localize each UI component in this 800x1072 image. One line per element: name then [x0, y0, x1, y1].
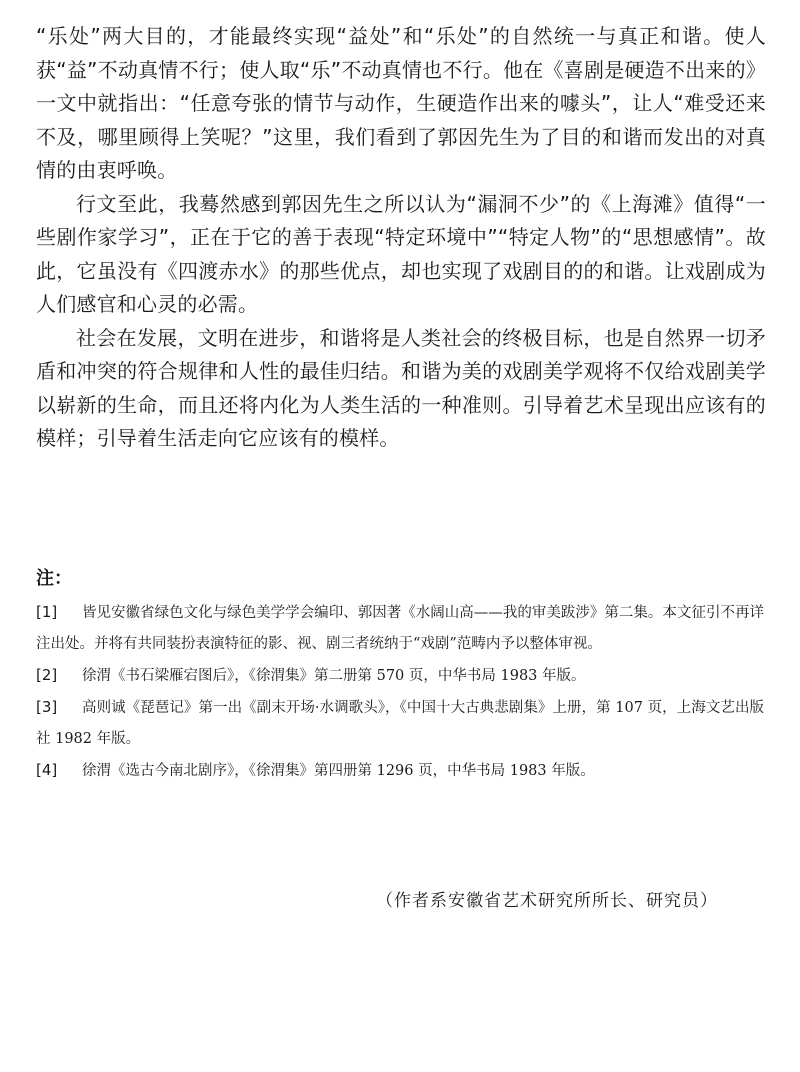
- notes-heading: 注：: [36, 568, 72, 589]
- note-1-mark: [1]: [36, 603, 58, 621]
- author-note: （作者系安徽省艺术研究所所长、研究员）: [376, 891, 718, 911]
- note-2: [36, 660, 764, 692]
- note-3-mark: [3]: [36, 698, 58, 716]
- note-4-mark: [4]: [36, 761, 58, 779]
- note-4: [36, 755, 764, 787]
- body-paragraph-3: 社会在发展，文明在进步，和谐将是人类社会的终极目标，也是自然界一切矛盾和冲突的符合规律和人性的最佳归结。和谐为美的戏剧美学观将不仅给戏剧美学以崭新的生命，而且还将内化为人类生活的一种准则。引导着艺术呈现出应该有的模样；引导着生活走向它应该有的模样。: [36, 325, 766, 450]
- note-2-text: 徐渭《书石梁雁宕图后》，《徐渭集》第二册第 570 页，中华书局 1983 年版。: [82, 668, 586, 684]
- note-2-mark: [2]: [36, 666, 58, 684]
- body-paragraph-2: 行文至此，我蓦然感到郭因先生之所以认为“漏洞不少”的《上海滩》值得“一些剧作家学习”，正在于它的善于表现“特定环境中”“特定人物”的“思想感情”。故此，它虽没有《四渡赤水》的那些优点，却也实现了戏剧目的的和谐。让戏剧成为人们感官和心灵的必需。: [36, 191, 766, 316]
- note-4-text: 徐渭《选古今南北剧序》，《徐渭集》第四册第 1296 页，中华书局 1983 年版。: [82, 763, 595, 779]
- note-3-text: 高则诚《琵琶记》第一出《副末开场·水调歌头》，《中国十大古典悲剧集》上册，第 107 页，上海文艺出版社 1982 年版。: [36, 700, 764, 747]
- body-text: [36, 20, 766, 456]
- body-paragraph-1: “乐处”两大目的，才能最终实现“益处”和“乐处”的自然统一与真正和谐。使人获“益”不动真情不行；使人取“乐”不动真情也不行。他在《喜剧是硬造不出来的》一文中就指出：“任意夸张的情节与动作，生硬造作出来的噱头”，让人“难受还来不及，哪里顾得上笑呢？”这里，我们看到了郭因先生为了目的和谐而发出的对真情的由衷呼唤。: [36, 24, 766, 182]
- note-1-text: 皆见安徽省绿色文化与绿色美学学会编印、郭因著《水阔山高——我的审美跋涉》第二集。本文征引不再详注出处。并将有共同装扮表演特征的影、视、剧三者统纳于“戏剧”范畴内予以整体审视。: [36, 605, 764, 652]
- note-1: [36, 597, 764, 660]
- note-3: [36, 692, 764, 755]
- notes-section: [36, 565, 764, 787]
